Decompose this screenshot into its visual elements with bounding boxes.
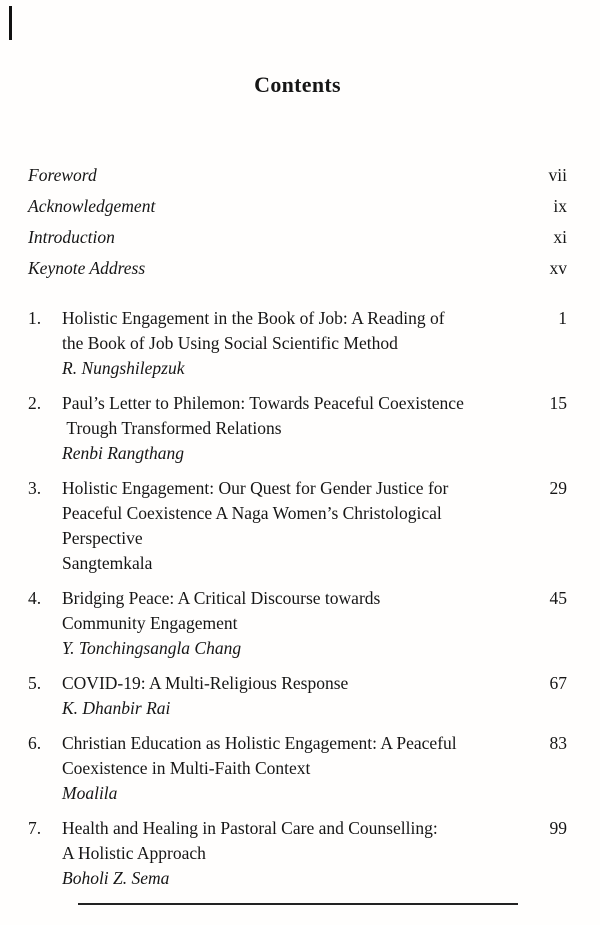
chapter-number: 1. xyxy=(28,308,42,328)
chapter-number: 4. xyxy=(28,588,42,608)
chapter-body xyxy=(62,731,541,806)
chapter-title-line: Health and Healing in Pastoral Care and Counselling: xyxy=(62,818,438,838)
chapter-entry xyxy=(28,391,567,466)
chapter-number: 7. xyxy=(28,818,42,838)
chapter-entry xyxy=(28,731,567,806)
chapter-title-line: Perspective xyxy=(62,528,143,548)
chapter-number: 3. xyxy=(28,478,42,498)
chapter-author: Boholi Z. Sema xyxy=(62,868,170,888)
chapter-body xyxy=(62,306,541,381)
chapter-entry xyxy=(28,476,567,576)
chapter-body xyxy=(62,391,541,466)
chapter-body xyxy=(62,476,541,576)
chapter-page-number: 45 xyxy=(549,588,567,608)
chapter-title-line: Holistic Engagement in the Book of Job: A Reading of xyxy=(62,308,445,328)
front-matter-label: Foreword xyxy=(28,165,97,185)
chapter-page-number: 15 xyxy=(549,393,567,413)
front-matter-row xyxy=(28,160,567,191)
front-matter-row xyxy=(28,253,567,284)
chapter-author: K. Dhanbir Rai xyxy=(62,698,171,718)
front-matter-list xyxy=(28,160,567,284)
chapter-number: 6. xyxy=(28,733,42,753)
front-matter-page-number: ix xyxy=(553,196,567,216)
chapter-author: Sangtemkala xyxy=(62,553,153,573)
front-matter-page-number: xv xyxy=(549,258,567,278)
chapter-number: 5. xyxy=(28,673,42,693)
chapter-author: R. Nungshilepzuk xyxy=(62,358,185,378)
chapter-title-line: Peaceful Coexistence A Naga Women’s Christological xyxy=(62,503,442,523)
chapter-title-line: A Holistic Approach xyxy=(62,843,206,863)
front-matter-row xyxy=(28,222,567,253)
front-matter-row xyxy=(28,191,567,222)
chapter-page-number: 1 xyxy=(558,308,567,328)
chapter-entry xyxy=(28,586,567,661)
chapter-entry xyxy=(28,671,567,721)
chapter-title-line: Community Engagement xyxy=(62,613,238,633)
chapter-number: 2. xyxy=(28,393,42,413)
scan-artifact-top-left xyxy=(9,6,12,40)
chapter-entry xyxy=(28,816,567,891)
scan-artifact-bottom-line xyxy=(78,903,518,905)
chapter-author: Renbi Rangthang xyxy=(62,443,184,463)
front-matter-page-number: xi xyxy=(553,227,567,247)
chapter-page-number: 99 xyxy=(549,818,567,838)
chapter-title-line: Coexistence in Multi-Faith Context xyxy=(62,758,311,778)
chapter-title-line: the Book of Job Using Social Scientific Method xyxy=(62,333,398,353)
front-matter-page-number: vii xyxy=(548,165,567,185)
front-matter-label: Keynote Address xyxy=(28,258,146,278)
chapter-page-number: 29 xyxy=(549,478,567,498)
chapter-author: Y. Tonchingsangla Chang xyxy=(62,638,242,658)
front-matter-label: Acknowledgement xyxy=(28,196,156,216)
chapter-title-line: Bridging Peace: A Critical Discourse towards xyxy=(62,588,381,608)
chapter-body xyxy=(62,816,541,891)
chapter-page-number: 67 xyxy=(549,673,567,693)
chapter-page-number: 83 xyxy=(549,733,567,753)
chapter-author: Moalila xyxy=(62,783,118,803)
chapter-body xyxy=(62,586,541,661)
chapter-body xyxy=(62,671,541,721)
chapter-title-line: COVID-19: A Multi-Religious Response xyxy=(62,673,349,693)
chapter-entry xyxy=(28,306,567,381)
front-matter-label: Introduction xyxy=(28,227,115,247)
chapter-list xyxy=(28,306,567,891)
chapter-title-line: Holistic Engagement: Our Quest for Gender Justice for xyxy=(62,478,449,498)
chapter-title-line: Paul’s Letter to Philemon: Towards Peaceful Coexistence xyxy=(62,393,464,413)
page-title: Contents xyxy=(254,72,341,97)
chapter-title-line: Trough Transformed Relations xyxy=(62,418,282,438)
chapter-title-line: Christian Education as Holistic Engagement: A Peaceful xyxy=(62,733,457,753)
